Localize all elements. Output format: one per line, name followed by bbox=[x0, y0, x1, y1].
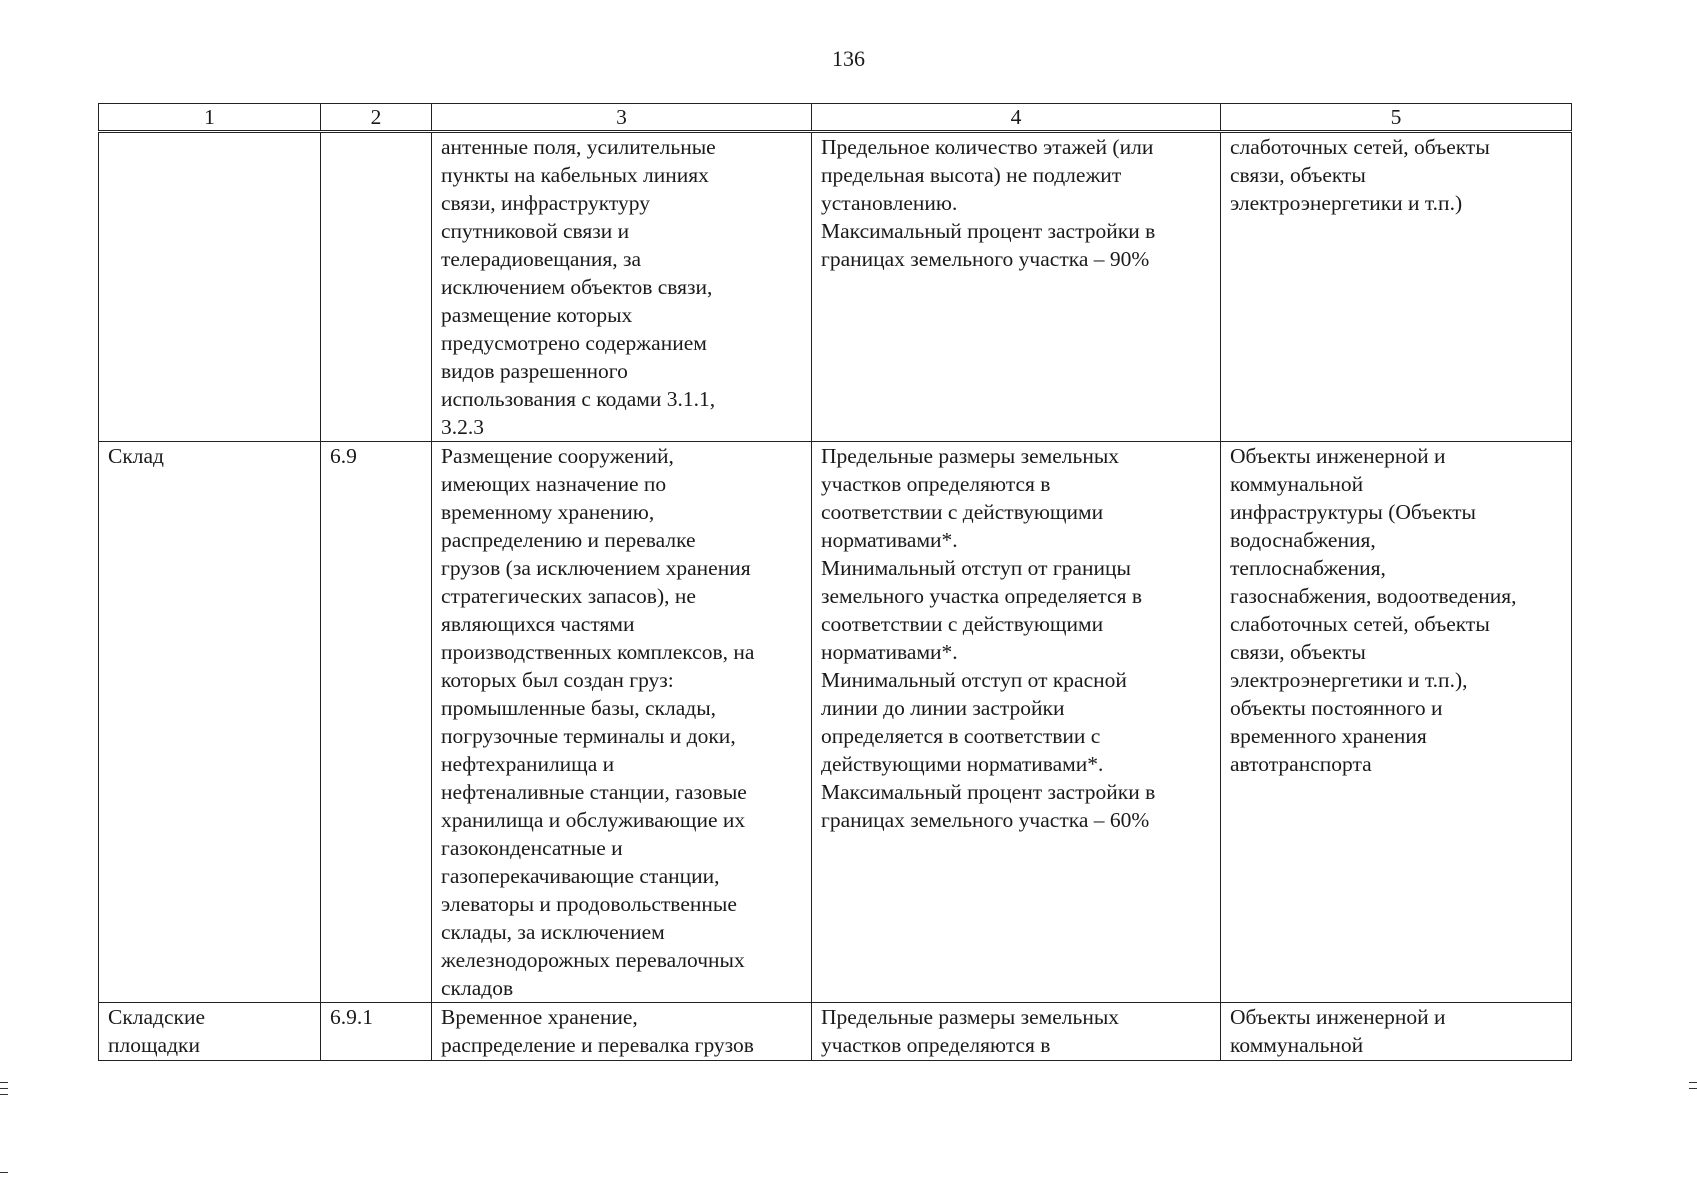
construction-parameters-cell: Предельные размеры земельных участков определяются в соответствии с действующими нормативами*. Минимальный отступ от границы земельного участка определяется в соответствии с действующими нормативами*. Минимальный отступ от красной линии до линии застройки определяется в соответствии с действующими нормативами*. Максимальный процент застройки в границах земельного участка – 60% bbox=[812, 442, 1221, 1003]
scan-margin-mark bbox=[1689, 1082, 1697, 1083]
use-name-cell: Склад bbox=[99, 442, 321, 1003]
auxiliary-uses-cell: Объекты инженерной и коммунальной инфраструктуры (Объекты водоснабжения, теплоснабжения, газоснабжения, водоотведения, слаботочных сетей, объекты связи, объекты электроэнергетики и т.п.), объекты постоянного и временного хранения автотранспорта bbox=[1221, 442, 1572, 1003]
column-header-1: 1 bbox=[99, 104, 321, 132]
construction-parameters-cell: Предельные размеры земельных участков определяются в bbox=[812, 1003, 1221, 1061]
column-number-row bbox=[99, 104, 1572, 132]
use-description-cell: Размещение сооружений, имеющих назначение по временному хранению, распределению и перевалке грузов (за исключением хранения стратегических запасов), не являющихся частями производственных комплексов, на которых был создан груз: промышленные базы, склады, погрузочные терминалы и доки, нефтехранилища и нефтеналивные станции, газовые хранилища и обслуживающие их газоконденсатные и газоперекачивающие станции, элеваторы и продовольственные склады, за исключением железнодорожных перевалочных складов bbox=[432, 442, 812, 1003]
use-description-cell: антенные поля, усилительные пункты на кабельных линиях связи, инфраструктуру спутниковой связи и телерадиовещания, за исключением объектов связи, размещение которых предусмотрено содержанием видов разрешенного использования с кодами 3.1.1, 3.2.3 bbox=[432, 132, 812, 442]
column-header-4: 4 bbox=[812, 104, 1221, 132]
scan-margin-mark bbox=[0, 1082, 8, 1083]
column-header-5: 5 bbox=[1221, 104, 1572, 132]
column-header-2: 2 bbox=[321, 104, 432, 132]
table-row bbox=[99, 132, 1572, 442]
use-name-cell bbox=[99, 132, 321, 442]
column-header-3: 3 bbox=[432, 104, 812, 132]
zoning-table bbox=[98, 103, 1572, 1061]
scan-margin-mark bbox=[1689, 1088, 1697, 1089]
table-row bbox=[99, 442, 1572, 1003]
use-name-cell: Складские площадки bbox=[99, 1003, 321, 1061]
scan-margin-mark bbox=[0, 1094, 8, 1095]
scan-margin-mark bbox=[0, 1088, 8, 1089]
table-row bbox=[99, 1003, 1572, 1061]
scan-margin-mark bbox=[0, 1172, 8, 1173]
construction-parameters-cell: Предельное количество этажей (или предельная высота) не подлежит установлению. Максимальный процент застройки в границах земельного участка – 90% bbox=[812, 132, 1221, 442]
auxiliary-uses-cell: слаботочных сетей, объекты связи, объекты электроэнергетики и т.п.) bbox=[1221, 132, 1572, 442]
use-description-cell: Временное хранение, распределение и перевалка грузов bbox=[432, 1003, 812, 1061]
use-code-cell: 6.9 bbox=[321, 442, 432, 1003]
use-code-cell bbox=[321, 132, 432, 442]
auxiliary-uses-cell: Объекты инженерной и коммунальной bbox=[1221, 1003, 1572, 1061]
page-number: 136 bbox=[832, 46, 865, 71]
use-code-cell: 6.9.1 bbox=[321, 1003, 432, 1061]
